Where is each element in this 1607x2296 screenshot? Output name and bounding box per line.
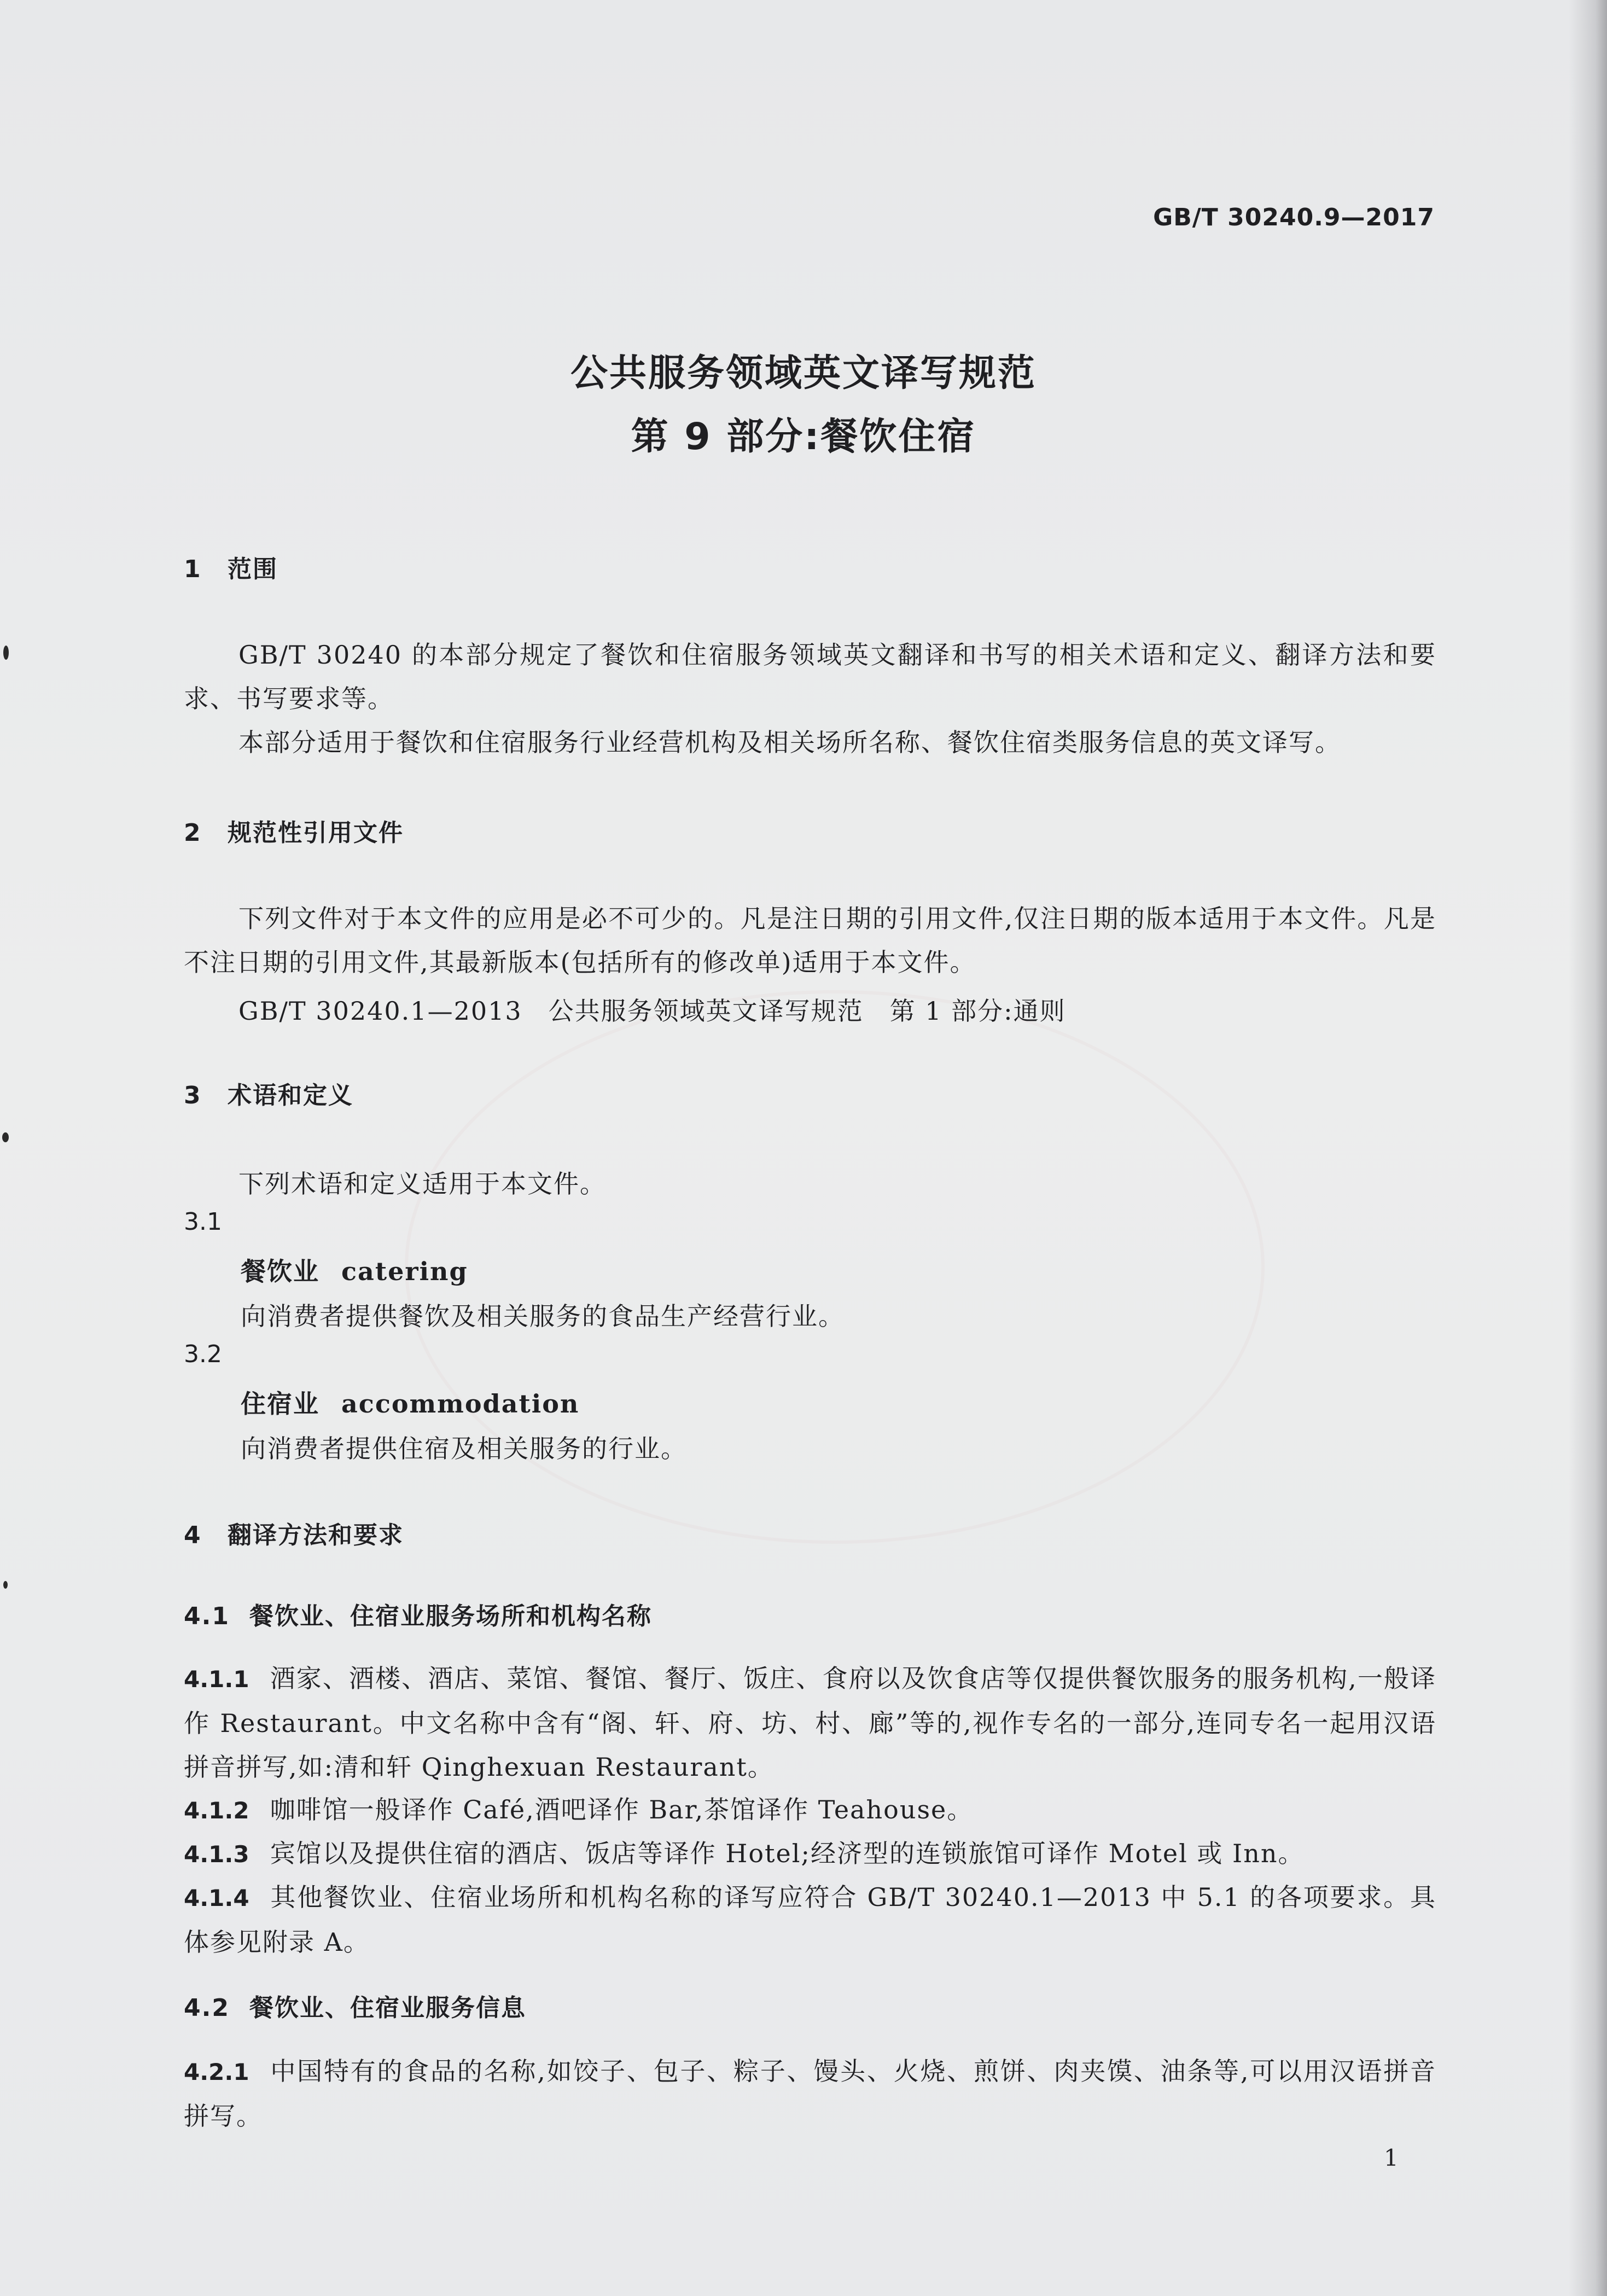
section-heading-scope — [184, 549, 278, 584]
subsection-heading — [184, 1596, 652, 1631]
paragraph: 下列文件对于本文件的应用是必不可少的。凡是注日期的引用文件,仅注日期的版本适用于本文件。凡是不注日期的引用文件,其最新版本(包括所有的修改单)适用于本文件。 — [184, 904, 1436, 977]
standard-number: GB/T 30240.9—2017 — [1153, 204, 1435, 231]
clause-number: 4.2.1 — [184, 2059, 249, 2085]
term-definition: 向消费者提供餐饮及相关服务的食品生产经营行业。 — [241, 1301, 845, 1331]
scan-speck — [2, 1132, 9, 1142]
scan-speck — [3, 646, 9, 660]
subsection-heading — [184, 1988, 526, 2023]
clause-paragraph — [184, 1875, 1436, 1964]
section-number: 4 — [184, 1521, 202, 1549]
paragraph: 本部分适用于餐饮和住宿服务行业经营机构及相关场所名称、餐饮住宿类服务信息的英文译写。 — [238, 728, 1341, 757]
clause-text: 其他餐饮业、住宿业场所和机构名称的译写应符合 GB/T 30240.1—2013 中 5.1 的各项要求。具体参见附录 A。 — [184, 1882, 1436, 1957]
reference-entry: GB/T 30240.1—2013 公共服务领域英文译写规范 第 1 部分:通则 — [238, 996, 1066, 1026]
clause-number: 4.1.2 — [184, 1797, 249, 1824]
section-heading-translation-methods — [184, 1515, 404, 1550]
term-chinese: 餐饮业 — [241, 1257, 319, 1286]
section-title: 翻译方法和要求 — [228, 1521, 404, 1549]
clause-number: 4.1.4 — [184, 1885, 249, 1911]
clause-text: 酒家、酒楼、酒店、菜馆、餐馆、餐厅、饭庄、食府以及饮食店等仅提供餐饮服务的服务机构,一般译作 Restaurant。中文名称中含有“阁、轩、府、坊、村、廊”等的,视作专名的一部分,连同专名一起用汉语拼音拼写,如:清和轩 Qinghexuan Restaurant。 — [184, 1664, 1436, 1782]
term-english: accommodation — [341, 1389, 580, 1419]
section-title: 术语和定义 — [228, 1082, 353, 1109]
subsection-number: 4.1 — [184, 1602, 230, 1630]
terms-intro: 下列术语和定义适用于本文件。 — [238, 1169, 606, 1199]
section-title: 规范性引用文件 — [228, 819, 404, 847]
subsection-title: 餐饮业、住宿业服务信息 — [249, 1994, 526, 2022]
term-number: 3.2 — [184, 1340, 222, 1368]
section-number: 2 — [184, 819, 202, 847]
section-heading-terms — [184, 1076, 353, 1111]
subsection-title: 餐饮业、住宿业服务场所和机构名称 — [249, 1602, 652, 1630]
clause-paragraph — [184, 1788, 1436, 1833]
clause-number: 4.1.3 — [184, 1841, 249, 1868]
clause-text: 咖啡馆一般译作 Café,酒吧译作 Bar,茶馆译作 Teahouse。 — [270, 1795, 974, 1824]
section-number: 3 — [184, 1082, 202, 1109]
clause-number: 4.1.1 — [184, 1666, 249, 1693]
subsection-number: 4.2 — [184, 1994, 230, 2022]
section-title: 范围 — [228, 555, 278, 583]
clause-paragraph — [184, 1832, 1436, 1876]
section-heading-normative-references — [184, 813, 404, 848]
clause-paragraph — [184, 1656, 1436, 1789]
term-definition: 向消费者提供住宿及相关服务的行业。 — [241, 1434, 687, 1463]
page-number: 1 — [1384, 2144, 1399, 2171]
document-subtitle: 第 9 部分:餐饮住宿 — [631, 415, 976, 458]
term-english: catering — [341, 1257, 468, 1286]
section-number: 1 — [184, 555, 202, 583]
scan-speck — [3, 1581, 8, 1589]
clause-text: 宾馆以及提供住宿的酒店、饭店等译作 Hotel;经济型的连锁旅馆可译作 Motel 或 Inn。 — [270, 1839, 1305, 1868]
term-entry — [241, 1384, 579, 1420]
paragraph: GB/T 30240 的本部分规定了餐饮和住宿服务领域英文翻译和书写的相关术语和定义、翻译方法和要求、书写要求等。 — [184, 640, 1436, 713]
term-entry — [241, 1252, 468, 1288]
document-title: 公共服务领域英文译写规范 — [570, 352, 1037, 395]
clause-text: 中国特有的食品的名称,如饺子、包子、粽子、馒头、火烧、煎饼、肉夹馍、油条等,可以用汉语拼音拼写。 — [184, 2056, 1436, 2131]
clause-paragraph — [184, 2049, 1436, 2138]
term-chinese: 住宿业 — [241, 1389, 319, 1419]
term-number: 3.1 — [184, 1208, 222, 1236]
